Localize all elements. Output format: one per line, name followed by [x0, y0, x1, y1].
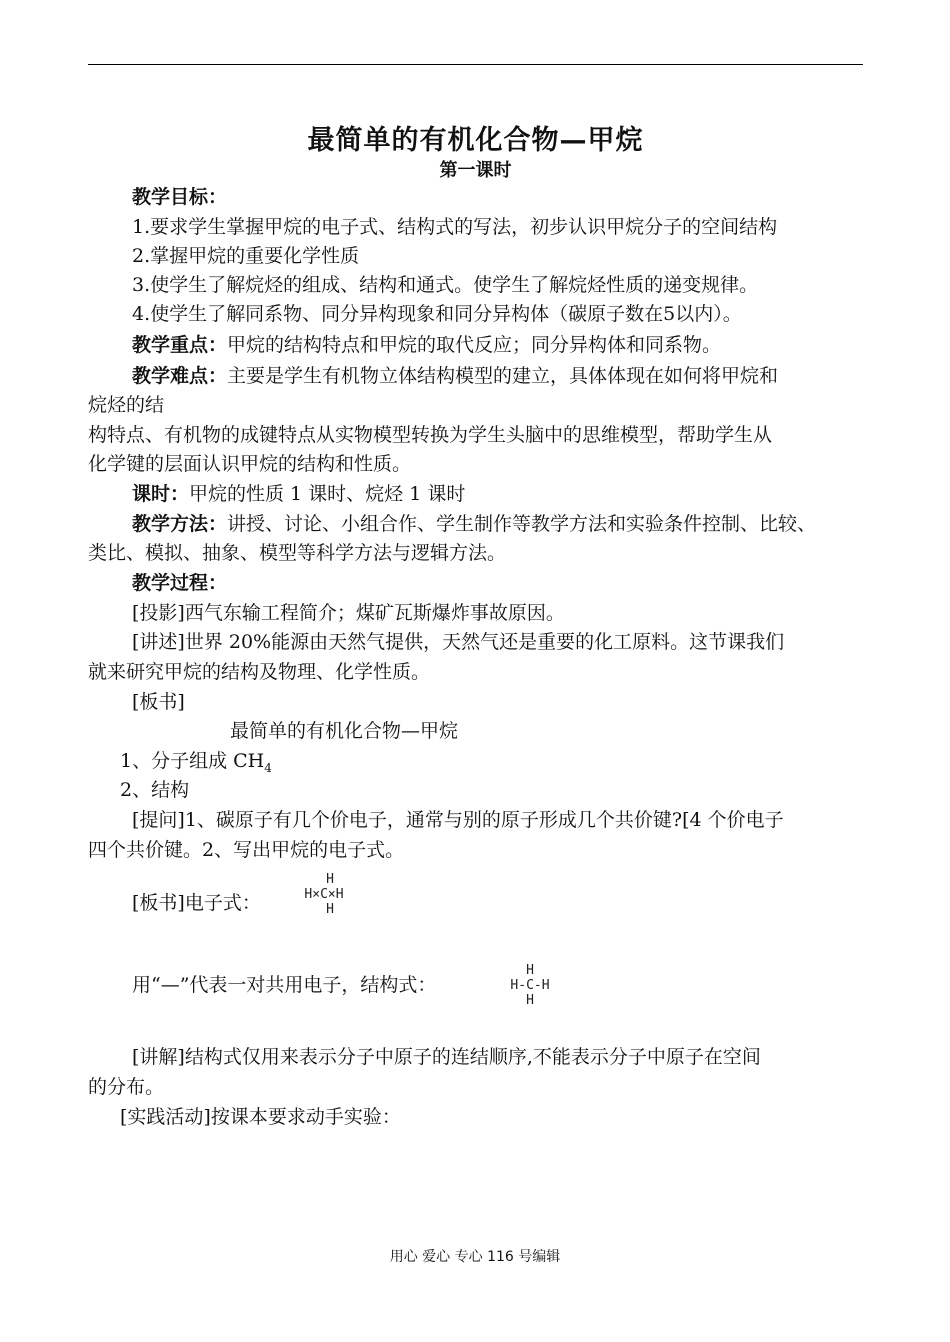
keypoint-line: 教学重点：甲烷的结构特点和甲烷的取代反应；同分异构体和同系物。: [132, 334, 722, 356]
method-line: 教学方法：讲授、讨论、小组合作、学生制作等教学方法和实验条件控制、比较、: [132, 513, 817, 535]
difficulty-line: 教学难点：主要是学生有机物立体结构模型的建立，具体体现在如何将甲烷和: [132, 365, 779, 387]
explain-line: [讲解]结构式仅用来表示分子中原子的连结顺序,不能表示分子中原子在空间: [132, 1046, 761, 1068]
question-line: [提问]1、碳原子有几个价电子，通常与别的原子形成几个共价键?[4 个价电子: [132, 809, 784, 831]
electron-formula: H H×C×H H: [304, 872, 344, 917]
objective-item: 3.使学生了解烷烃的组成、结构和通式。使学生了解烷烃性质的递变规律。: [132, 274, 759, 296]
board-line: [板书]: [132, 691, 185, 713]
structural-formula: H H-C-H H: [510, 963, 550, 1008]
lecture-line: [讲述]世界 20%能源由天然气提供，天然气还是重要的化工原料。这节课我们: [132, 631, 785, 653]
item-line: 2、结构: [120, 779, 190, 801]
header-rule: [88, 64, 863, 65]
objectives-heading: 教学目标：: [132, 186, 228, 208]
board-title: 最简单的有机化合物—甲烷: [230, 720, 459, 742]
explain-line: 的分布。: [88, 1076, 165, 1098]
difficulty-line: 烷烃的结: [88, 394, 165, 416]
difficulty-line: 构特点、有机物的成键特点从实物模型转换为学生头脑中的思维模型，帮助学生从: [88, 424, 773, 446]
objective-item: 1.要求学生掌握甲烷的电子式、结构式的写法，初步认识甲烷分子的空间结构: [132, 216, 778, 238]
practice-line: [实践活动]按课本要求动手实验：: [120, 1106, 401, 1128]
board-electron-line: [板书]电子式：: [132, 892, 261, 914]
page-footer: 用心 爱心 专心 116 号编辑: [389, 1249, 561, 1265]
objective-item: 2.掌握甲烷的重要化学性质: [132, 245, 360, 267]
lecture-line: 就来研究甲烷的结构及物理、化学性质。: [88, 661, 431, 683]
structural-line: 用“—”代表一对共用电子，结构式：: [132, 974, 437, 996]
difficulty-line: 化学键的层面认识甲烷的结构和性质。: [88, 453, 412, 475]
objective-item: 4.使学生了解同系物、同分异构现象和同分异构体（碳原子数在5以内）。: [132, 303, 742, 325]
document-subtitle: 第一课时: [439, 160, 512, 181]
method-line: 类比、模拟、抽象、模型等科学方法与逻辑方法。: [88, 542, 507, 564]
item-line: 1、分子组成 $CH_4$: [120, 750, 272, 775]
projection-line: [投影]西气东输工程简介；煤矿瓦斯爆炸事故原因。: [132, 602, 565, 624]
period-line: 课时：甲烷的性质 1 课时、烷烃 1 课时: [132, 483, 466, 505]
process-heading: 教学过程：: [132, 572, 228, 594]
question-line: 四个共价键。2、写出甲烷的电子式。: [88, 839, 405, 861]
document-title: 最简单的有机化合物—甲烷: [307, 125, 644, 156]
